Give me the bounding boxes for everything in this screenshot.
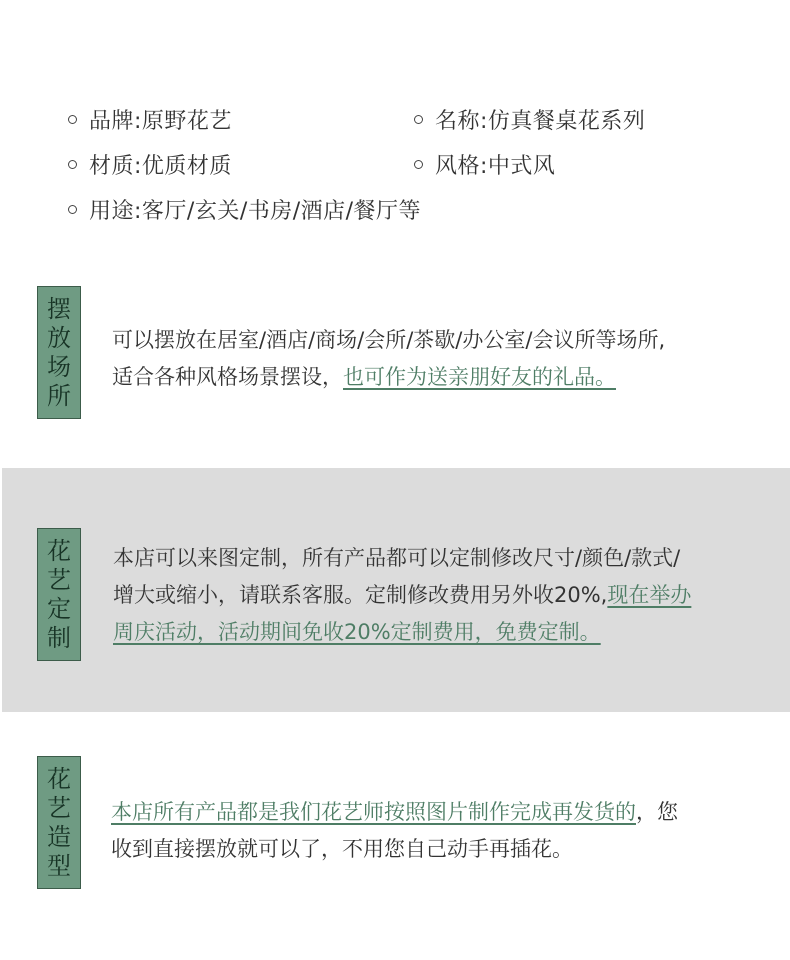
spec-row-3 xyxy=(0,194,790,224)
section-text-placement xyxy=(112,322,665,396)
section-tag-placement xyxy=(37,286,81,419)
bullet-icon xyxy=(414,115,423,124)
tag-char: 放 xyxy=(47,323,71,352)
tag-char: 花 xyxy=(47,764,71,793)
spec-style-text: 风格:中式风 xyxy=(435,153,556,179)
text-line xyxy=(112,359,665,396)
tag-char: 所 xyxy=(47,381,71,410)
text-line: 可以摆放在居室/酒店/商场/会所/茶歇/办公室/会议所等场所, xyxy=(112,328,666,352)
text-link[interactable]: 也可作为送亲朋好友的礼品。 xyxy=(343,365,616,389)
spec-usage xyxy=(68,194,421,224)
spec-brand xyxy=(68,104,232,134)
text-link[interactable]: 现在举办 xyxy=(607,583,692,607)
section-tag-custom xyxy=(37,528,81,661)
spec-material xyxy=(68,149,232,179)
spec-style xyxy=(414,149,555,179)
text-line: 收到直接摆放就可以了，不用您自己动手再插花。 xyxy=(111,837,573,861)
text-line: 本店可以来图定制，所有产品都可以定制修改尺寸/颜色/款式/ xyxy=(113,546,681,570)
tag-char: 艺 xyxy=(47,793,71,822)
text-link[interactable]: 周庆活动，活动期间免收20%定制费用，免费定制。 xyxy=(113,620,601,644)
text-plain: ，您 xyxy=(636,800,678,824)
bullet-icon xyxy=(414,160,423,169)
tag-char: 定 xyxy=(47,594,71,623)
bullet-icon xyxy=(68,160,77,169)
bullet-icon xyxy=(68,205,77,214)
text-line xyxy=(113,577,691,614)
tag-char: 花 xyxy=(47,536,71,565)
section-text-arrangement xyxy=(111,794,678,868)
tag-char: 艺 xyxy=(47,565,71,594)
section-tag-arrangement xyxy=(37,756,81,889)
tag-char: 摆 xyxy=(47,294,71,323)
tag-char: 制 xyxy=(47,623,71,652)
spec-row-2 xyxy=(0,149,790,179)
spec-name-text: 名称:仿真餐桌花系列 xyxy=(435,108,646,134)
bullet-icon xyxy=(68,115,77,124)
text-link[interactable]: 本店所有产品都是我们花艺师按照图片制作完成再发货的 xyxy=(111,800,636,824)
text-line xyxy=(111,794,678,831)
tag-char: 造 xyxy=(47,822,71,851)
text-plain: 增大或缩小，请联系客服。定制修改费用另外收20%, xyxy=(113,583,608,607)
spec-name xyxy=(414,104,645,134)
spec-brand-text: 品牌:原野花艺 xyxy=(89,108,232,134)
tag-char: 型 xyxy=(47,851,71,880)
tag-char: 场 xyxy=(47,352,71,381)
spec-usage-text: 用途:客厅/玄关/书房/酒店/餐厅等 xyxy=(89,198,422,224)
text-plain: 适合各种风格场景摆设， xyxy=(112,365,343,389)
section-text-custom xyxy=(113,540,691,651)
text-line xyxy=(113,614,691,651)
spec-row-1 xyxy=(0,104,790,134)
spec-material-text: 材质:优质材质 xyxy=(89,153,232,179)
